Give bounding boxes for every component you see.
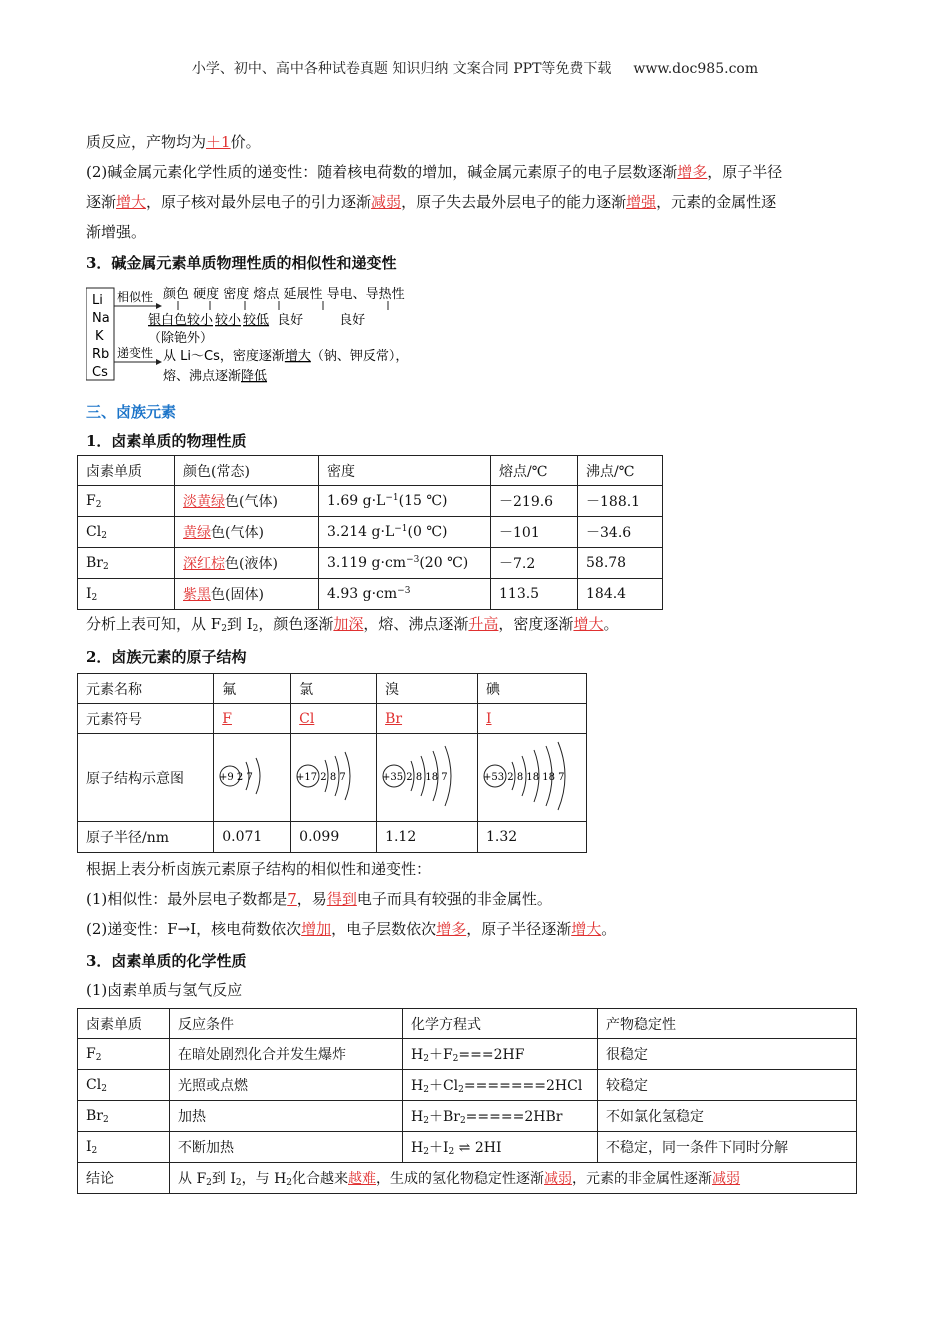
- answer-blank: 深红棕: [183, 556, 225, 572]
- table-row: $I_2$ 不断加热 $H_2+I_2$ ⇌ 2HI 不稳定，同一条件下同时分解: [78, 1132, 857, 1163]
- section-title-chemical: 3．卤素单质的化学性质: [86, 952, 247, 970]
- element-rb: Rb: [92, 347, 110, 362]
- part-title-halogens: 三、卤族元素: [86, 403, 177, 421]
- atom-structure-text: +35 2 8 18 7: [382, 771, 448, 783]
- answer-blank: 增多: [436, 920, 467, 938]
- answer-blank: 减弱: [544, 1171, 573, 1187]
- answer-blank: 减弱: [371, 193, 402, 211]
- table-row: $Br_2$ 加热 $H_2+Br_2=====2HBr$ 不如氯化氢稳定: [78, 1101, 857, 1132]
- atom-diagram-iodine: [482, 738, 582, 814]
- trend-label: 递变性: [117, 346, 154, 360]
- answer-blank: 增大: [573, 615, 604, 633]
- section-title-halogen-physical: 1．卤素单质的物理性质: [86, 432, 247, 450]
- atom-diagram-fluorine: [218, 746, 278, 806]
- answer-blank: 淡黄绿: [183, 494, 225, 510]
- table-row: $Cl_2$ 黄绿色(气体) 3.214 $g\cdot L^{-1}(0$ ℃) －101 －34.6: [78, 517, 663, 548]
- table-row: 结论 从 $F_2$到 $I_2$，与 $H_2$化合越来越难，生成的氢化物稳定性逐渐减弱，元素的非金属性逐渐减弱: [78, 1163, 857, 1194]
- answer-blank: 增大: [571, 920, 602, 938]
- section-title-atomic-structure: 2．卤族元素的原子结构: [86, 648, 247, 666]
- except-note: （除铯外）: [148, 331, 214, 346]
- answer-blank: 升高: [468, 615, 499, 633]
- answer-blank: 增强: [626, 193, 657, 211]
- header-text: 小学、初中、高中各种试卷真题 知识归纳 文案合同 PPT等免费下载: [191, 61, 612, 77]
- element-na: Na: [92, 311, 110, 326]
- structure-analysis: 根据上表分析卤族元素原子结构的相似性和递变性： (1)相似性：最外层电子数都是7，易得到电子而具有较强的非金属性。 (2)递变性：F→I，核电荷数依次增加，电子层数依次增多，原子半径逐渐增大。: [86, 860, 617, 938]
- table-row: 卤素单质 反应条件 化学方程式 产物稳定性: [78, 1009, 857, 1039]
- property-names: 颜色 硬度 密度 熔点 延展性 导电、导热性: [163, 287, 405, 302]
- element-li: Li: [92, 293, 103, 308]
- table-row: 元素名称 氟 氯 溴 碘: [78, 674, 587, 704]
- atom-structure-text: +53 2 8 18 18 7: [483, 771, 565, 783]
- table-row: 原子半径/nm 0.071 0.099 1.12 1.32: [78, 822, 587, 853]
- answer-blank: Cl: [299, 710, 315, 727]
- answer-blank: 得到: [326, 890, 357, 908]
- answer-blank: 增大: [116, 193, 147, 211]
- header-url[interactable]: www.doc985.com: [633, 61, 759, 77]
- intro-paragraph: 质反应，产物均为＋1价。: [86, 133, 261, 151]
- element-k: K: [95, 329, 104, 344]
- halogen-atom-table: [77, 673, 587, 853]
- trend-paragraph: (2)碱金属元素化学性质的递变性：随着核电荷数的增加，碱金属元素原子的电子层数逐渐增多，原子半径 逐渐增大，原子核对最外层电子的引力逐渐减弱，原子失去最外层电子的能力逐渐增强，元素的金属性逐 渐增强。: [86, 163, 783, 241]
- trend-line-1: 从 Li～Cs，密度逐渐增大（钠、钾反常），: [163, 349, 409, 364]
- answer-blank: 7: [287, 890, 297, 908]
- section-title-alkali-physical: 3．碱金属元素单质物理性质的相似性和递变性: [86, 254, 397, 272]
- answer-blank: 增多: [677, 163, 708, 181]
- table-row: 元素符号 F Cl Br I: [78, 704, 587, 734]
- answer-blank: 加深: [333, 615, 364, 633]
- halogen-hydrogen-table: [77, 1008, 857, 1194]
- table-row: $Br_2$ 深红棕色(液体) 3.119 $g\cdot cm^{-3}(20$ ℃) －7.2 58.78: [78, 548, 663, 579]
- element-cs: Cs: [92, 365, 108, 380]
- atom-structure-text: +17 2 8 7: [296, 771, 346, 783]
- answer-blank: ＋1: [206, 133, 231, 151]
- table-row: $F_2$ 在暗处剧烈化合并发生爆炸 $H_2+F_2===2HF$ 很稳定: [78, 1039, 857, 1070]
- answer-blank: 越难: [348, 1171, 377, 1187]
- atom-diagram-chlorine: [295, 744, 363, 808]
- atom-structure-text: +9 2 7: [219, 771, 254, 783]
- physical-summary: 分析上表可知，从 $F_2$到 $I_2$，颜色逐渐加深，熔、沸点逐渐升高，密度逐渐增大。: [86, 615, 619, 634]
- trend-line-2: 熔、沸点逐渐降低: [163, 369, 268, 384]
- table-row: $I_2$ 紫黑色(固体) 4.93 $g\cdot cm^{-3}$ 113.5 184.4: [78, 579, 663, 610]
- answer-blank: 增加: [301, 920, 332, 938]
- chem-subtitle: (1)卤素单质与氢气反应: [86, 981, 243, 999]
- down-arrows: [178, 301, 388, 310]
- answer-blank: 紫黑: [183, 587, 211, 603]
- answer-blank: Br: [385, 710, 403, 727]
- table-row: 原子结构示意图 +9 2 7 +17 2 8 7 +35 2 8 18 7 +53 2 8 18 18 7: [78, 734, 587, 822]
- answer-blank: I: [486, 710, 492, 727]
- halogen-physical-table: 卤素单质 颜色(常态) 密度 熔点/℃ 沸点/℃ $F_2$ 淡黄绿色(气体) 1.69 $g\cdot L^{-1}(15$ ℃) －219.6 －188.1 $Cl_2$ 黄绿色(气体) 3.214 $g\cdot L^{-1}(0$ ℃) －101 －34.6 $Br_2$ 深红棕色(液体) 3.119 $g\cdot cm^{-3}(20$ ℃) －7.2 58.78 $I_2$ 紫黑色(固体) 4.93 $g\cdot cm^{-3}$ 113.5 184.4: [77, 455, 663, 610]
- answer-blank: F: [222, 710, 232, 727]
- page-header: [0, 58, 950, 78]
- table-row: $Cl_2$ 光照或点燃 $H_2+Cl_2=======2HCl$ 较稳定: [78, 1070, 857, 1101]
- atom-diagram-bromine: [381, 741, 465, 811]
- property-values: 银白色较小 较小 较低 良好 良好: [148, 313, 366, 328]
- table-row: $F_2$ 淡黄绿色(气体) 1.69 $g\cdot L^{-1}(15$ ℃) －219.6 －188.1: [78, 486, 663, 517]
- answer-blank: 黄绿: [183, 525, 211, 541]
- alkali-properties-diagram: [86, 286, 446, 390]
- answer-blank: 减弱: [712, 1171, 741, 1187]
- similarity-label: 相似性: [117, 290, 154, 304]
